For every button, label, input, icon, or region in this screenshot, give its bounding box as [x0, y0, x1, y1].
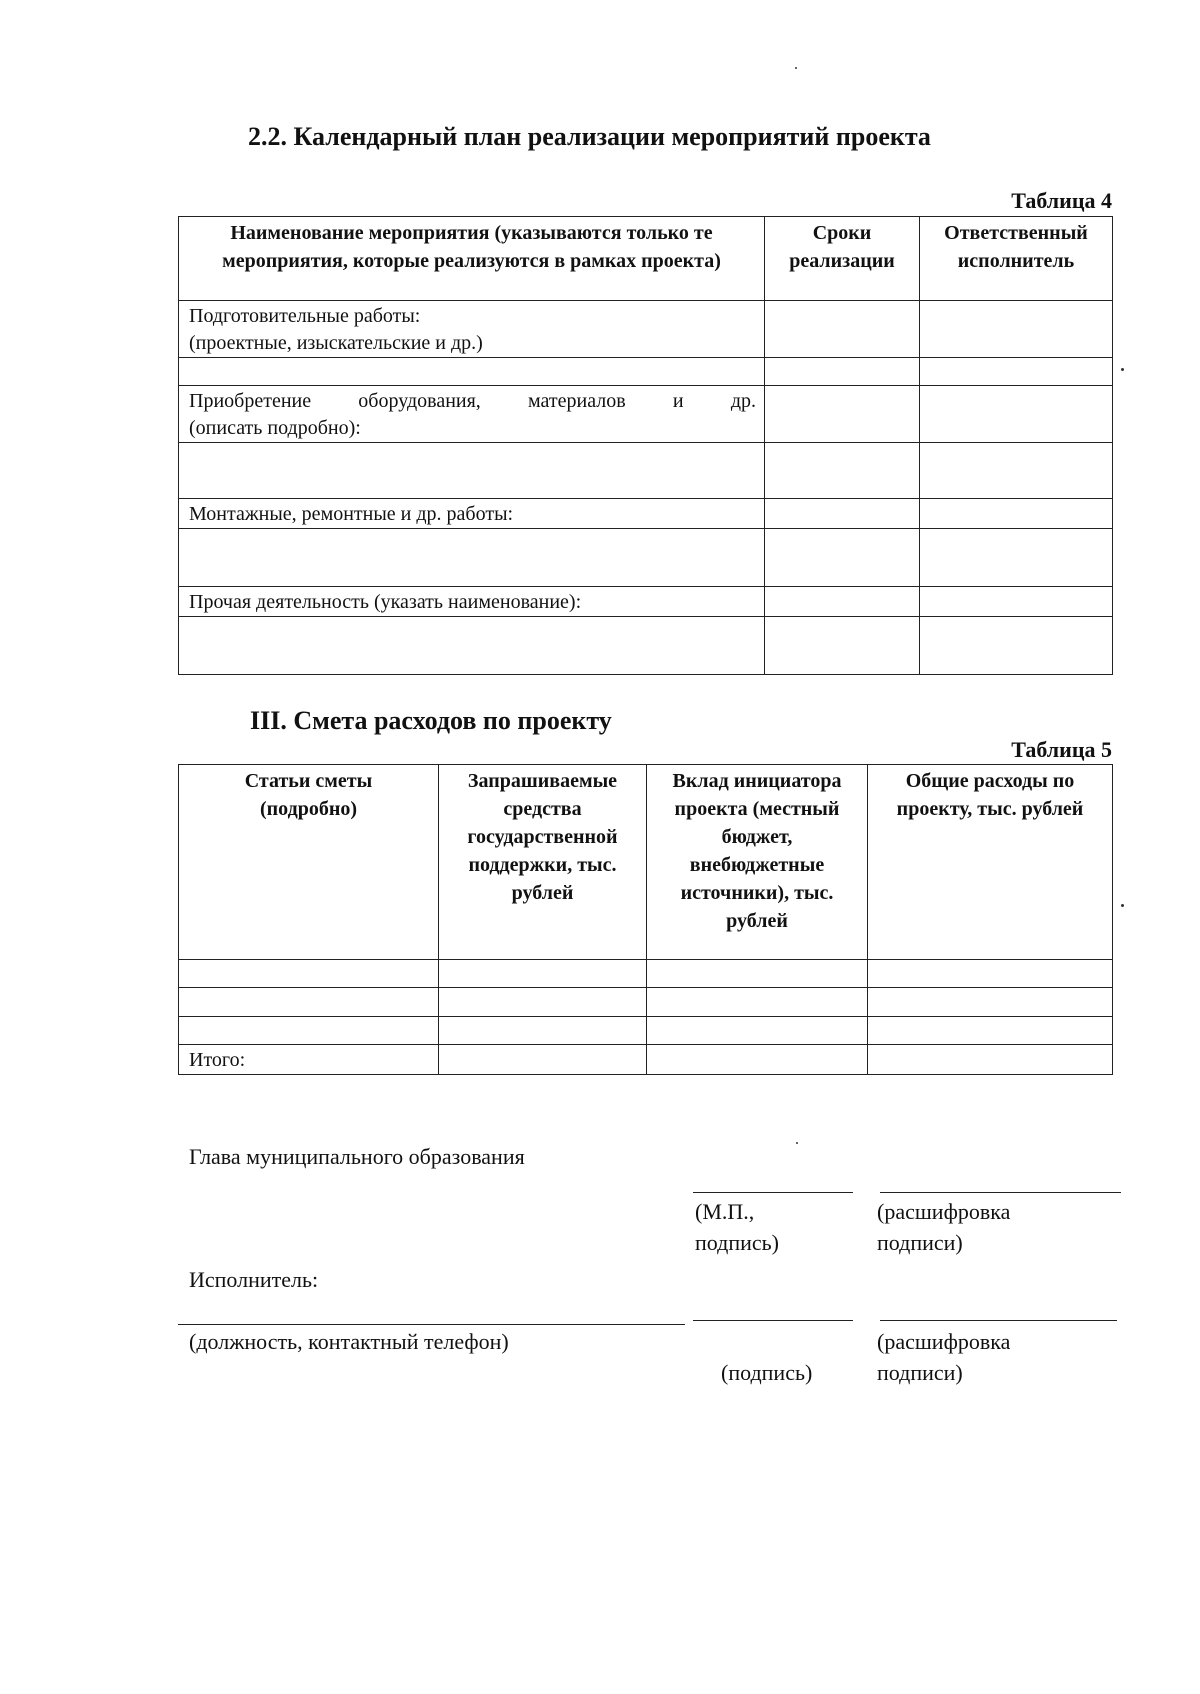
table-5-cell-empty — [868, 1045, 1113, 1075]
table-5-cell-empty — [647, 1045, 868, 1075]
table-5-cell-empty — [868, 1017, 1113, 1045]
table-row — [179, 960, 1113, 988]
table-4-calendar-plan — [178, 216, 1113, 675]
table-5-cell-empty — [439, 1045, 647, 1075]
decoding-caption-2: (расшифровка подписи) — [877, 1329, 1011, 1385]
scan-speck — [795, 67, 797, 69]
table-5-header-initiator-contribution: Вклад инициатора проекта (местный бюджет, внебюджетные источники), тыс. рублей — [647, 765, 868, 960]
mp-signature-line — [693, 1192, 853, 1193]
table-5-cell-empty — [647, 988, 868, 1017]
table-row — [179, 1017, 1113, 1045]
table-4-cell-empty — [920, 301, 1113, 358]
mp-signature-caption: (М.П., подпись) — [695, 1199, 780, 1255]
table-4-cell-empty — [765, 529, 920, 587]
decoding-line-2 — [880, 1320, 1117, 1321]
table-4-cell-empty — [765, 617, 920, 675]
table-4-header-event-name: Наименование мероприятия (указываются только те мероприятия, которые реализуются в рамках проекта) — [179, 217, 765, 301]
table-4-cell-empty — [920, 358, 1113, 386]
table-row — [179, 617, 1113, 675]
signature-line — [693, 1320, 853, 1321]
position-phone-line — [178, 1324, 685, 1325]
table-4-cell-equipment: Приобретение оборудования, материалов и др. (описать подробно): — [179, 386, 765, 443]
table-4-cell-empty — [920, 529, 1113, 587]
table-row — [179, 988, 1113, 1017]
table-4-header-responsible: Ответственный исполнитель — [920, 217, 1113, 301]
table-row — [179, 529, 1113, 587]
table-5-cell-empty — [647, 960, 868, 988]
table-4-cell-empty — [179, 358, 765, 386]
table-5-budget — [178, 764, 1113, 1075]
executor-label: Исполнитель: — [189, 1267, 319, 1292]
table-row — [179, 1045, 1113, 1075]
section-3-title: III. Смета расходов по проекту — [250, 706, 612, 735]
signature-caption: (подпись) — [721, 1360, 813, 1385]
scan-speck — [1121, 368, 1124, 371]
table-5-cell-empty — [179, 960, 439, 988]
table-4-cell-empty — [765, 587, 920, 617]
table-row — [179, 386, 1113, 443]
table-4-cell-installation: Монтажные, ремонтные и др. работы: — [179, 499, 765, 529]
table-4-cell-empty — [920, 443, 1113, 499]
table-4-cell-empty — [765, 499, 920, 529]
table-4-cell-empty — [179, 443, 765, 499]
table-4-cell-empty — [765, 358, 920, 386]
table-row — [179, 587, 1113, 617]
table-4-cell-empty — [920, 386, 1113, 443]
table-4-label: Таблица 4 — [1011, 188, 1112, 213]
scan-speck — [1121, 904, 1124, 907]
table-4-cell-empty — [179, 529, 765, 587]
table-5-label: Таблица 5 — [1011, 737, 1112, 762]
scan-speck — [796, 1142, 798, 1144]
table-5-cell-empty — [179, 988, 439, 1017]
table-row — [179, 301, 1113, 358]
table-4-header-timeline: Сроки реализации — [765, 217, 920, 301]
table-5-header-total-expenses: Общие расходы по проекту, тыс. рублей — [868, 765, 1113, 960]
table-4-cell-empty — [920, 499, 1113, 529]
decoding-line-1 — [880, 1192, 1121, 1193]
table-row — [179, 443, 1113, 499]
table-4-cell-empty — [179, 617, 765, 675]
table-5-total-label: Итого: — [179, 1045, 439, 1075]
table-5-header-requested-funds: Запрашиваемые средства государственной поддержки, тыс. рублей — [439, 765, 647, 960]
table-5-cell-empty — [868, 988, 1113, 1017]
table-5-cell-empty — [647, 1017, 868, 1045]
table-4-cell-other-activity: Прочая деятельность (указать наименование): — [179, 587, 765, 617]
table-5-cell-empty — [439, 988, 647, 1017]
table-4-cell-empty — [920, 617, 1113, 675]
head-of-municipality-label: Глава муниципального образования — [189, 1144, 525, 1169]
table-4-cell-preparatory: Подготовительные работы: (проектные, изыскательские и др.) — [179, 301, 765, 358]
table-4-cell-empty — [765, 443, 920, 499]
table-5-cell-empty — [439, 1017, 647, 1045]
table-5-cell-empty — [439, 960, 647, 988]
table-4-cell-empty — [920, 587, 1113, 617]
table-5-header-items: Статьи сметы (подробно) — [179, 765, 439, 960]
table-5-cell-empty — [179, 1017, 439, 1045]
table-row — [179, 358, 1113, 386]
section-2-2-title: 2.2. Календарный план реализации мероприятий проекта — [248, 122, 931, 151]
decoding-caption-1: (расшифровка подписи) — [877, 1199, 1011, 1255]
table-5-cell-empty — [868, 960, 1113, 988]
position-phone-caption: (должность, контактный телефон) — [189, 1329, 509, 1354]
table-4-cell-empty — [765, 301, 920, 358]
table-4-cell-empty — [765, 386, 920, 443]
table-row — [179, 499, 1113, 529]
